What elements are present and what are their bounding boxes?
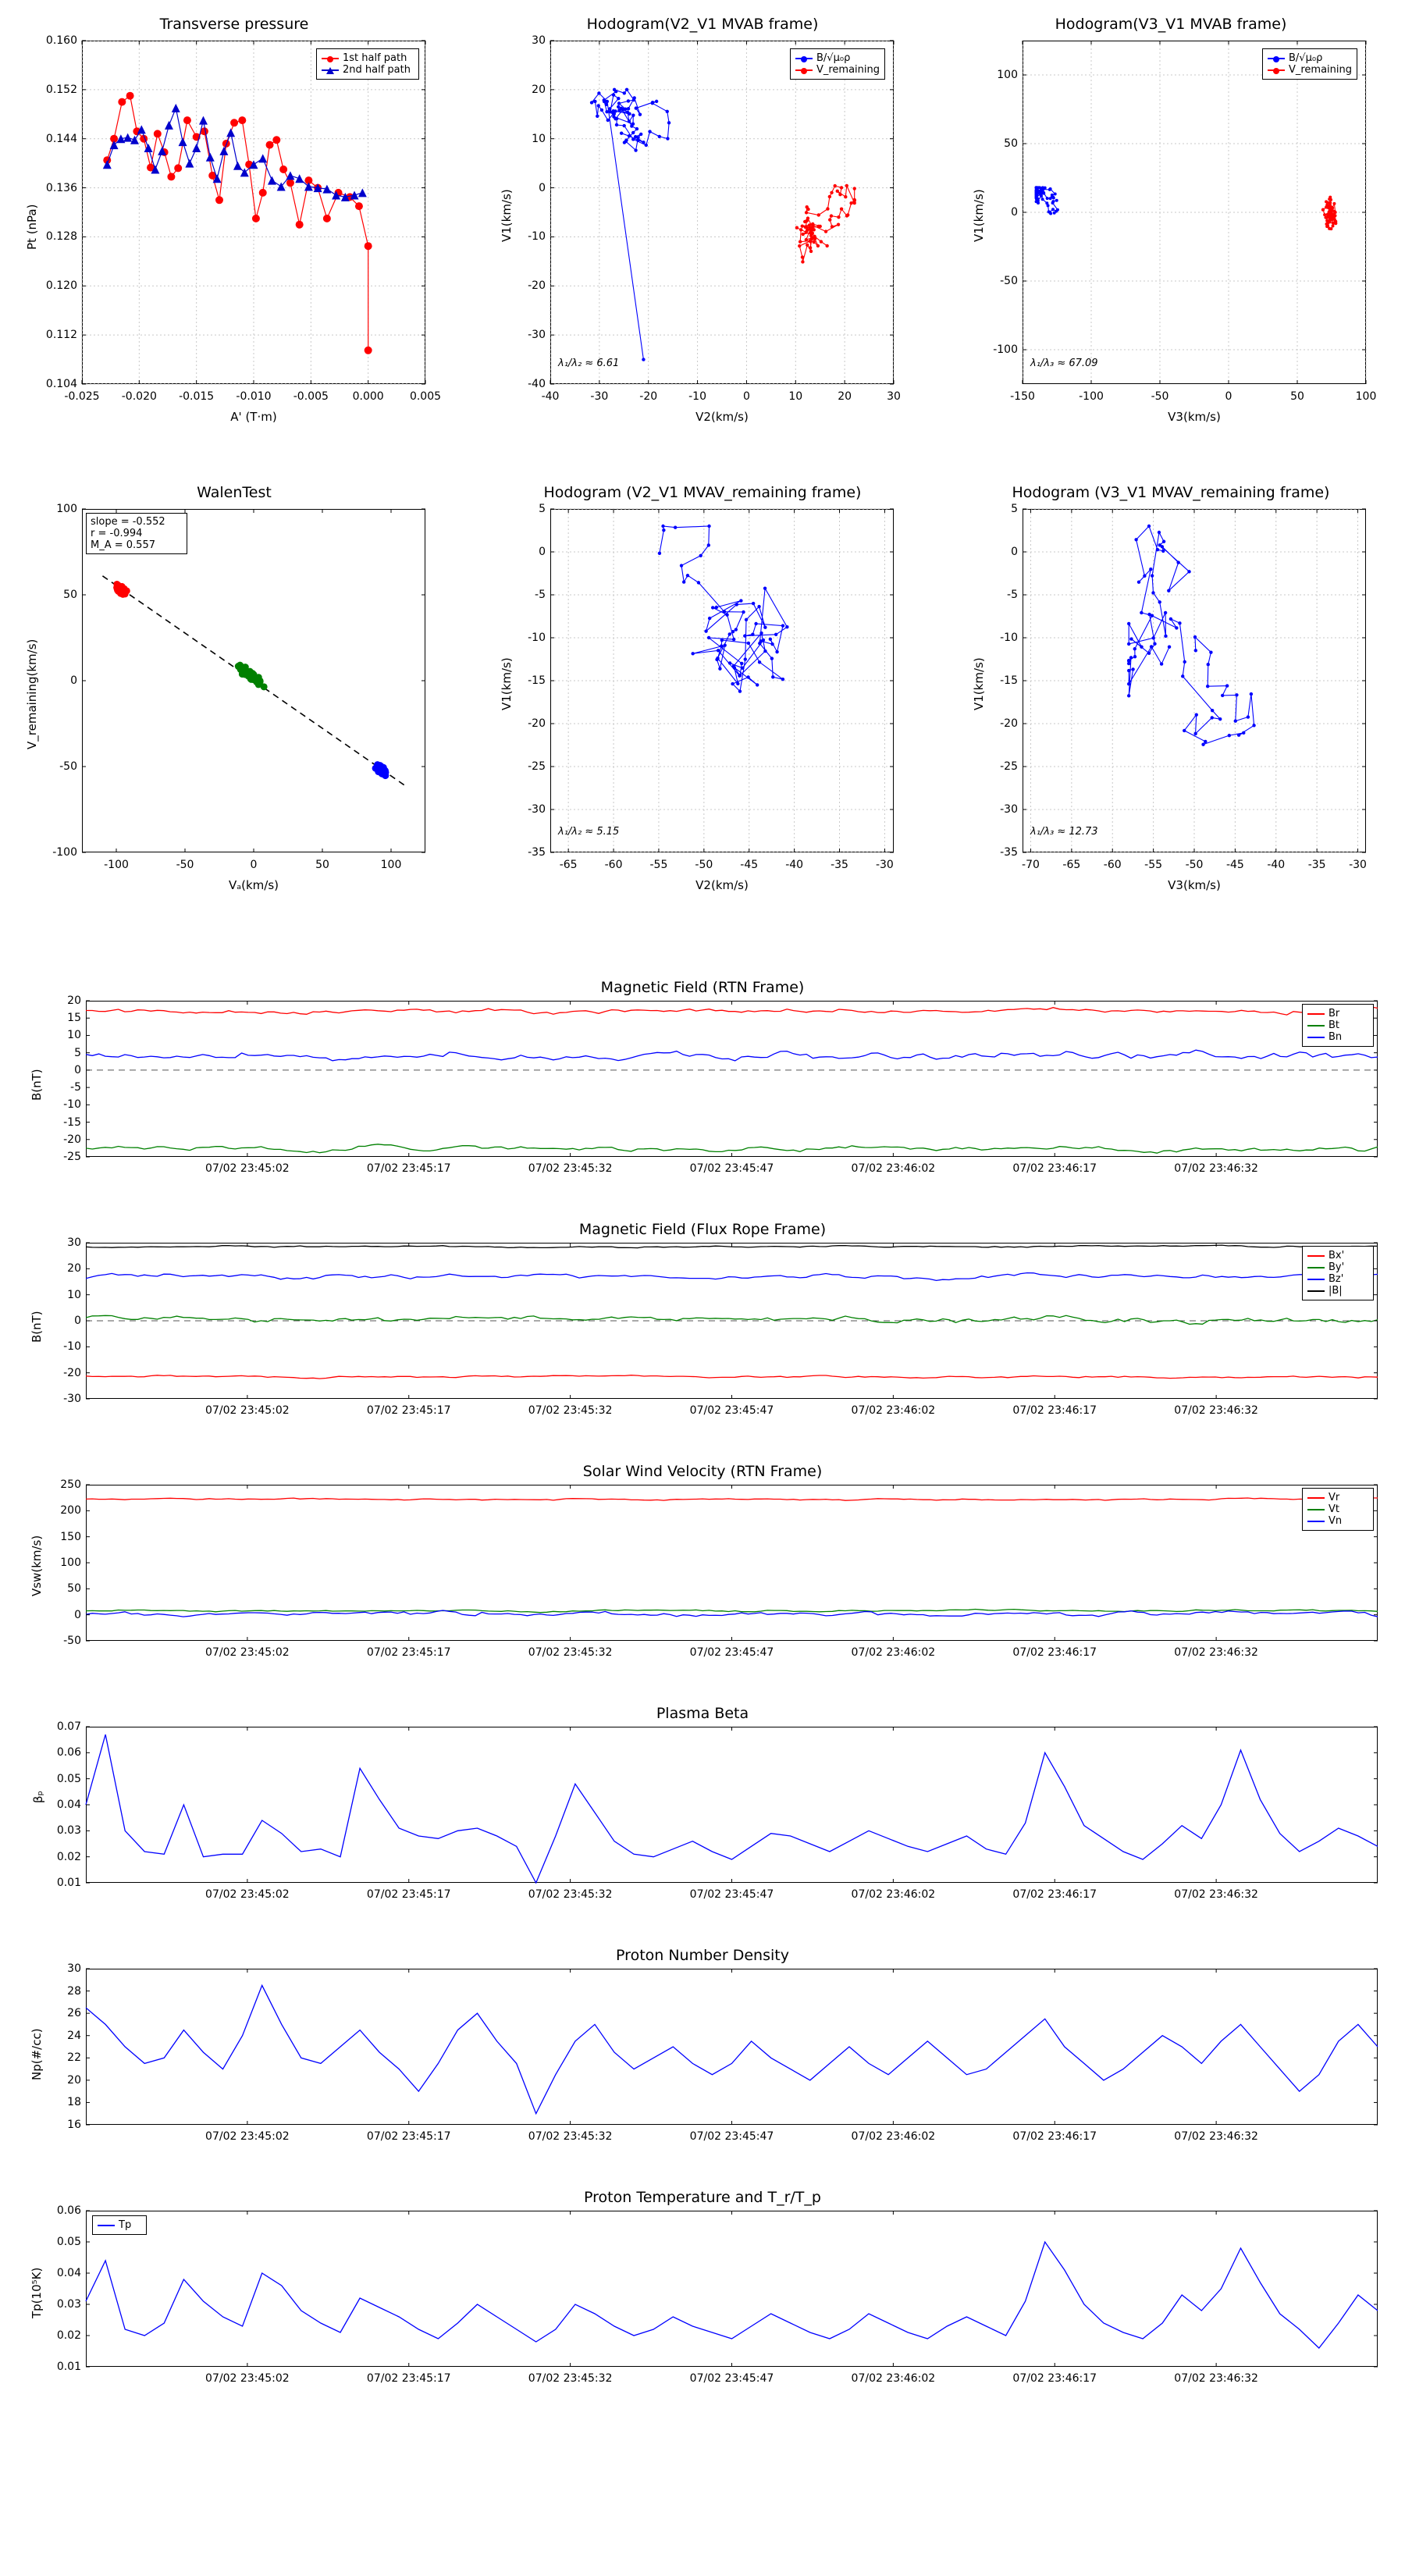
- legend-label: Br: [1329, 1008, 1340, 1019]
- x-tick: -70: [1022, 859, 1040, 871]
- y-tick: -5: [70, 1081, 81, 1094]
- x-tick: 07/02 23:45:47: [689, 2130, 774, 2143]
- x-tick: -0.025: [64, 390, 100, 403]
- x-tick: 07/02 23:46:32: [1174, 2372, 1258, 2385]
- y-tick: 50: [1004, 137, 1018, 150]
- y-axis-label: Tp(10⁵K): [30, 2267, 44, 2318]
- legend-item: [1307, 1008, 1368, 1019]
- y-axis-label: V_remaining(km/s): [25, 639, 39, 749]
- x-tick: 07/02 23:45:47: [689, 2372, 774, 2385]
- y-tick: 0: [1011, 546, 1018, 558]
- y-tick: 30: [67, 1962, 81, 1975]
- legend-swatch: [1307, 1509, 1325, 1510]
- y-tick: 26: [67, 2007, 81, 2020]
- x-tick: 07/02 23:46:02: [851, 2130, 936, 2143]
- eigenvalue-ratio-note: λ₁/λ₃ ≈ 67.09: [1030, 358, 1098, 369]
- x-tick: -150: [1010, 390, 1035, 403]
- y-tick: -50: [59, 760, 77, 773]
- y-tick: 0.112: [45, 329, 77, 342]
- x-tick: 07/02 23:45:32: [528, 2130, 613, 2143]
- x-tick: 07/02 23:45:47: [689, 1162, 774, 1175]
- legend-swatch: [1307, 1521, 1325, 1522]
- legend-swatch: [1307, 1497, 1325, 1499]
- y-axis-label: B(nT): [30, 1311, 44, 1343]
- y-tick: 0.07: [56, 1720, 81, 1733]
- x-tick: -50: [695, 859, 713, 871]
- y-tick: 30: [532, 34, 546, 47]
- walen-slope: slope = -0.552: [91, 516, 165, 528]
- x-tick: 07/02 23:46:32: [1174, 1404, 1258, 1417]
- legend-swatch: [1268, 69, 1285, 71]
- legend-swatch: [795, 58, 813, 59]
- x-tick: -10: [688, 390, 706, 403]
- x-tick: 07/02 23:45:47: [689, 1888, 774, 1901]
- x-tick: 07/02 23:46:32: [1174, 1888, 1258, 1901]
- x-tick: -40: [541, 390, 560, 403]
- y-tick: 10: [67, 1288, 81, 1301]
- x-tick: 50: [1290, 390, 1304, 403]
- y-tick: 100: [997, 69, 1018, 81]
- legend-item: [1307, 1261, 1368, 1273]
- y-tick: -20: [528, 717, 546, 730]
- x-tick: 100: [1355, 390, 1377, 403]
- plot-svg: [0, 1944, 1405, 2178]
- x-tick: -60: [604, 859, 623, 871]
- y-tick: 0: [539, 546, 546, 558]
- x-tick: 07/02 23:46:17: [1012, 1162, 1097, 1175]
- y-tick: 24: [67, 2029, 81, 2042]
- y-tick: -35: [528, 846, 546, 859]
- x-axis-label: Vₐ(km/s): [228, 878, 279, 892]
- legend-label: Vt: [1329, 1503, 1339, 1515]
- y-tick: -10: [63, 1098, 81, 1112]
- legend-swatch-triangle: [322, 69, 339, 71]
- y-tick: 10: [532, 132, 546, 145]
- legend-item: [1307, 1031, 1368, 1043]
- x-tick: -35: [831, 859, 848, 871]
- x-tick: 07/02 23:45:32: [528, 1404, 613, 1417]
- x-tick: -30: [590, 390, 609, 403]
- legend-label: V_remaining: [816, 64, 880, 76]
- y-tick: 5: [1011, 503, 1018, 515]
- legend-item: [98, 2219, 141, 2231]
- legend-label: V_remaining: [1288, 64, 1352, 76]
- legend-swatch: [98, 2225, 115, 2226]
- legend-item: [1307, 1285, 1368, 1297]
- x-tick: 07/02 23:46:02: [851, 1646, 936, 1659]
- legend-swatch: [1307, 1037, 1325, 1038]
- plot-svg: [0, 1218, 1405, 1452]
- panel-plasma-beta: [0, 1702, 1405, 1936]
- x-tick: 07/02 23:45:02: [205, 1404, 290, 1417]
- legend-swatch: [1307, 1290, 1325, 1292]
- legend-item: [322, 52, 414, 64]
- x-tick: -40: [785, 859, 804, 871]
- x-tick: 07/02 23:46:17: [1012, 1888, 1097, 1901]
- x-tick: 07/02 23:45:17: [366, 1162, 451, 1175]
- walen-ma: M_A = 0.557: [91, 539, 155, 551]
- plot-svg: [0, 2186, 1405, 2435]
- panel-hodogram-v2v1-mvav: [468, 468, 937, 921]
- x-tick: 07/02 23:46:17: [1012, 1404, 1097, 1417]
- y-tick: -20: [63, 1366, 81, 1379]
- x-axis-label: V3(km/s): [1168, 410, 1221, 424]
- y-axis-label: B(nT): [30, 1069, 44, 1101]
- y-tick: -15: [63, 1115, 81, 1129]
- legend-label: Bt: [1329, 1019, 1340, 1031]
- x-tick: 07/02 23:46:17: [1012, 1646, 1097, 1659]
- legend-label: 2nd half path: [343, 64, 411, 76]
- y-axis-label: V1(km/s): [500, 189, 514, 242]
- y-tick: 0: [539, 181, 546, 194]
- y-tick: 5: [74, 1046, 81, 1059]
- panel-magnetic-field-flux-rope: [0, 1218, 1405, 1452]
- x-tick: 07/02 23:45:02: [205, 1646, 290, 1659]
- legend-swatch: [1307, 1279, 1325, 1280]
- panel-solar-wind-velocity: [0, 1460, 1405, 1694]
- y-tick: 30: [67, 1236, 81, 1249]
- y-tick: -30: [1000, 803, 1018, 816]
- panel-magnetic-field-rtn: [0, 976, 1405, 1210]
- plot-svg: [0, 1460, 1405, 1694]
- y-axis-label: V1(km/s): [500, 657, 514, 710]
- y-tick: -15: [1000, 674, 1018, 687]
- y-axis-label: Vsw(km/s): [30, 1535, 44, 1596]
- legend-item: [1268, 52, 1352, 64]
- legend-item: [322, 64, 414, 76]
- panel-title: Hodogram (V3_V1 MVAV_remaining frame): [1012, 484, 1330, 501]
- y-tick: 200: [60, 1504, 81, 1517]
- y-axis-label: V1(km/s): [972, 189, 986, 242]
- panel-title: Proton Number Density: [616, 1947, 789, 1964]
- y-tick: 0.06: [56, 2204, 81, 2217]
- x-tick: 07/02 23:46:32: [1174, 2130, 1258, 2143]
- y-tick: -40: [528, 378, 546, 390]
- y-tick: 28: [67, 1984, 81, 1998]
- legend: [1302, 1004, 1374, 1047]
- legend-swatch-circle: [322, 58, 339, 59]
- x-tick: 07/02 23:46:02: [851, 1404, 936, 1417]
- x-tick: -55: [1144, 859, 1163, 871]
- x-tick: 07/02 23:46:02: [851, 1162, 936, 1175]
- legend-swatch: [1268, 58, 1285, 59]
- legend-label: Tp: [119, 2219, 132, 2231]
- legend: [1302, 1246, 1374, 1300]
- walen-stats-box: [86, 513, 187, 554]
- y-tick: -30: [63, 1393, 81, 1405]
- y-tick: 20: [67, 2073, 81, 2087]
- x-tick: 07/02 23:45:32: [528, 1646, 613, 1659]
- x-tick: 07/02 23:45:17: [366, 1646, 451, 1659]
- x-tick: -55: [649, 859, 668, 871]
- y-tick: -25: [63, 1151, 81, 1163]
- y-tick: 0.02: [56, 1850, 81, 1863]
- eigenvalue-ratio-note: λ₁/λ₃ ≈ 12.73: [1030, 826, 1098, 838]
- x-tick: -20: [639, 390, 658, 403]
- legend-label: Bn: [1329, 1031, 1343, 1043]
- y-axis-label: V1(km/s): [972, 657, 986, 710]
- legend-item: [795, 52, 880, 64]
- x-tick: 07/02 23:46:17: [1012, 2130, 1097, 2143]
- x-tick: -60: [1103, 859, 1122, 871]
- panel-transverse-pressure: [0, 0, 468, 453]
- x-tick: 100: [380, 859, 402, 871]
- x-tick: -0.020: [121, 390, 157, 403]
- legend: [316, 48, 419, 80]
- legend: [790, 48, 885, 80]
- x-tick: -65: [559, 859, 578, 871]
- y-tick: 0.01: [56, 1877, 81, 1889]
- y-tick: 20: [67, 1262, 81, 1276]
- panel-walen-test: [0, 468, 468, 921]
- y-tick: -30: [528, 329, 546, 342]
- legend: [1262, 48, 1357, 80]
- x-tick: 07/02 23:46:32: [1174, 1646, 1258, 1659]
- x-tick: 07/02 23:45:47: [689, 1646, 774, 1659]
- y-tick: 20: [67, 994, 81, 1007]
- y-tick: 0: [74, 1063, 81, 1076]
- legend-item: [1307, 1492, 1368, 1503]
- panel-hodogram-v3v1-mvab: [937, 0, 1405, 453]
- y-tick: 20: [532, 83, 546, 96]
- x-tick: -40: [1267, 859, 1286, 871]
- panel-title: Magnetic Field (RTN Frame): [600, 979, 805, 996]
- y-tick: -10: [1000, 632, 1018, 644]
- y-tick: -50: [63, 1635, 81, 1647]
- legend-item: [795, 64, 880, 76]
- panel-title: WalenTest: [197, 484, 272, 501]
- y-tick: -100: [52, 846, 77, 859]
- plot-svg: [0, 1702, 1405, 1936]
- y-tick: -50: [1000, 275, 1018, 287]
- legend-item: [1307, 1503, 1368, 1515]
- x-tick: -30: [1349, 859, 1367, 871]
- x-tick: 0.005: [409, 390, 442, 403]
- y-tick: 0.04: [56, 1799, 81, 1811]
- y-tick: 0.128: [45, 230, 77, 244]
- y-tick: 0.152: [45, 83, 77, 96]
- y-tick: 10: [67, 1029, 81, 1042]
- legend: [1302, 1488, 1374, 1531]
- x-tick: -65: [1062, 859, 1081, 871]
- y-tick: 5: [539, 503, 546, 515]
- y-tick: -20: [63, 1133, 81, 1146]
- legend-label: Vn: [1329, 1515, 1343, 1527]
- x-tick: -0.010: [236, 390, 272, 403]
- x-tick: 07/02 23:46:02: [851, 2372, 936, 2385]
- eigenvalue-ratio-note: λ₁/λ₂ ≈ 6.61: [558, 358, 620, 369]
- y-axis-label: Np(#/cc): [30, 2028, 44, 2080]
- panel-title: Magnetic Field (Flux Rope Frame): [578, 1221, 827, 1238]
- y-tick: 0: [70, 674, 77, 687]
- panel-title: Proton Temperature and T_r/T_p: [584, 2189, 821, 2206]
- y-tick: 0.160: [45, 34, 77, 47]
- y-tick: 150: [60, 1530, 81, 1543]
- x-tick: -30: [875, 859, 894, 871]
- legend-label: Bx': [1329, 1250, 1345, 1261]
- y-tick: 0.02: [56, 2329, 81, 2342]
- legend-swatch: [1307, 1267, 1325, 1268]
- x-tick: 07/02 23:45:32: [528, 2372, 613, 2385]
- panel-proton-number-density: [0, 1944, 1405, 2178]
- x-tick: 07/02 23:45:02: [205, 1888, 290, 1901]
- y-tick: 0.04: [56, 2267, 81, 2279]
- panel-title: Transverse pressure: [159, 16, 309, 33]
- y-tick: 0: [74, 1608, 81, 1621]
- x-tick: -50: [1185, 859, 1204, 871]
- y-tick: 0.05: [56, 1772, 81, 1785]
- x-tick: -35: [1307, 859, 1326, 871]
- y-tick: -30: [528, 803, 546, 816]
- y-tick: 100: [56, 503, 77, 515]
- y-tick: 0.06: [56, 1746, 81, 1759]
- x-tick: 07/02 23:45:47: [689, 1404, 774, 1417]
- x-tick: -100: [1079, 390, 1104, 403]
- legend-label: Bz': [1329, 1273, 1344, 1285]
- y-tick: 0.03: [56, 1824, 81, 1838]
- x-tick: 07/02 23:45:02: [205, 1162, 290, 1175]
- y-tick: 50: [67, 1582, 81, 1596]
- x-tick: 07/02 23:46:02: [851, 1888, 936, 1901]
- y-tick: 0.144: [45, 132, 77, 145]
- y-tick: -100: [993, 343, 1018, 356]
- panel-proton-temperature: [0, 2186, 1405, 2435]
- panel-title: Hodogram(V2_V1 MVAB frame): [586, 16, 819, 33]
- x-tick: -0.005: [293, 390, 329, 403]
- x-tick: 07/02 23:45:17: [366, 2372, 451, 2385]
- legend-item: [1307, 1273, 1368, 1285]
- x-axis-label: A' (T·m): [230, 410, 277, 424]
- x-tick: 07/02 23:46:17: [1012, 2372, 1097, 2385]
- legend-item: [1307, 1250, 1368, 1261]
- x-tick: 07/02 23:45:02: [205, 2130, 290, 2143]
- legend-label: B/√μ₀ρ: [816, 52, 851, 64]
- y-tick: -10: [528, 632, 546, 644]
- legend-swatch: [1307, 1013, 1325, 1015]
- panel-title: Solar Wind Velocity (RTN Frame): [582, 1463, 823, 1480]
- x-tick: 07/02 23:45:17: [366, 1888, 451, 1901]
- legend-label: By': [1329, 1261, 1345, 1273]
- legend-swatch: [795, 69, 813, 71]
- y-tick: -10: [528, 230, 546, 244]
- y-tick: 50: [63, 589, 77, 601]
- legend-swatch: [1307, 1255, 1325, 1257]
- x-tick: 07/02 23:45:32: [528, 1888, 613, 1901]
- y-tick: -15: [528, 674, 546, 687]
- x-tick: -45: [740, 859, 759, 871]
- y-axis-label: Pt (nPa): [25, 204, 39, 250]
- y-tick: 100: [60, 1557, 81, 1569]
- y-tick: 0.120: [45, 279, 77, 293]
- y-tick: 0.104: [45, 378, 77, 390]
- legend-label: 1st half path: [343, 52, 407, 64]
- x-tick: -50: [1151, 390, 1169, 403]
- y-tick: 16: [67, 2119, 81, 2131]
- legend-label: B/√μ₀ρ: [1289, 52, 1323, 64]
- y-tick: 0.05: [56, 2236, 81, 2248]
- x-axis-label: V3(km/s): [1168, 878, 1221, 892]
- eigenvalue-ratio-note: λ₁/λ₂ ≈ 5.15: [558, 826, 620, 838]
- y-tick: -25: [1000, 760, 1018, 773]
- legend-item: [1307, 1515, 1368, 1527]
- panel-hodogram-v2v1-mvab: [468, 0, 937, 453]
- x-tick: -50: [176, 859, 194, 871]
- panel-title: Hodogram(V3_V1 MVAB frame): [1055, 16, 1287, 33]
- x-tick: 0: [250, 859, 258, 871]
- y-tick: 15: [67, 1012, 81, 1025]
- y-axis-label: βₚ: [31, 1791, 45, 1803]
- x-tick: 07/02 23:46:32: [1174, 1162, 1258, 1175]
- x-tick: -0.015: [179, 390, 215, 403]
- y-tick: 0.03: [56, 2298, 81, 2311]
- panel-title: Plasma Beta: [656, 1705, 749, 1722]
- x-tick: 20: [838, 390, 852, 403]
- panel-title: Hodogram (V2_V1 MVAV_remaining frame): [543, 484, 862, 501]
- legend-swatch: [1307, 1025, 1325, 1026]
- y-tick: 0.136: [45, 181, 77, 194]
- y-tick: -25: [528, 760, 546, 773]
- y-tick: -5: [1007, 589, 1018, 601]
- x-tick: 0: [742, 390, 750, 403]
- plot-svg: [0, 976, 1405, 1210]
- y-tick: 0.01: [56, 2361, 81, 2373]
- x-tick: -100: [104, 859, 129, 871]
- x-tick: 07/02 23:45:32: [528, 1162, 613, 1175]
- x-tick: 07/02 23:45:17: [366, 2130, 451, 2143]
- x-tick: 07/02 23:45:02: [205, 2372, 290, 2385]
- legend-label: |B|: [1329, 1285, 1343, 1297]
- y-tick: -20: [1000, 717, 1018, 730]
- walen-r: r = -0.994: [91, 528, 143, 539]
- x-tick: -45: [1225, 859, 1244, 871]
- y-tick: 0: [74, 1315, 81, 1327]
- x-tick: 10: [788, 390, 803, 403]
- legend-item: [1307, 1019, 1368, 1031]
- legend-item: [1268, 64, 1352, 76]
- x-tick: 50: [315, 859, 329, 871]
- y-tick: 22: [67, 2051, 81, 2065]
- x-tick: 0.000: [352, 390, 384, 403]
- panel-hodogram-v3v1-mvav: [937, 468, 1405, 921]
- legend-label: Vr: [1329, 1492, 1340, 1503]
- x-tick: 07/02 23:45:17: [366, 1404, 451, 1417]
- y-tick: 250: [60, 1478, 81, 1491]
- x-axis-label: V2(km/s): [695, 878, 749, 892]
- y-tick: -35: [1000, 846, 1018, 859]
- y-tick: 0: [1011, 206, 1018, 219]
- y-tick: 18: [67, 2096, 81, 2109]
- legend: [92, 2215, 147, 2235]
- x-axis-label: V2(km/s): [695, 410, 749, 424]
- x-tick: 0: [1225, 390, 1232, 403]
- y-tick: -10: [63, 1340, 81, 1354]
- y-tick: -5: [535, 589, 546, 601]
- y-tick: -20: [528, 279, 546, 293]
- x-tick: 30: [887, 390, 901, 403]
